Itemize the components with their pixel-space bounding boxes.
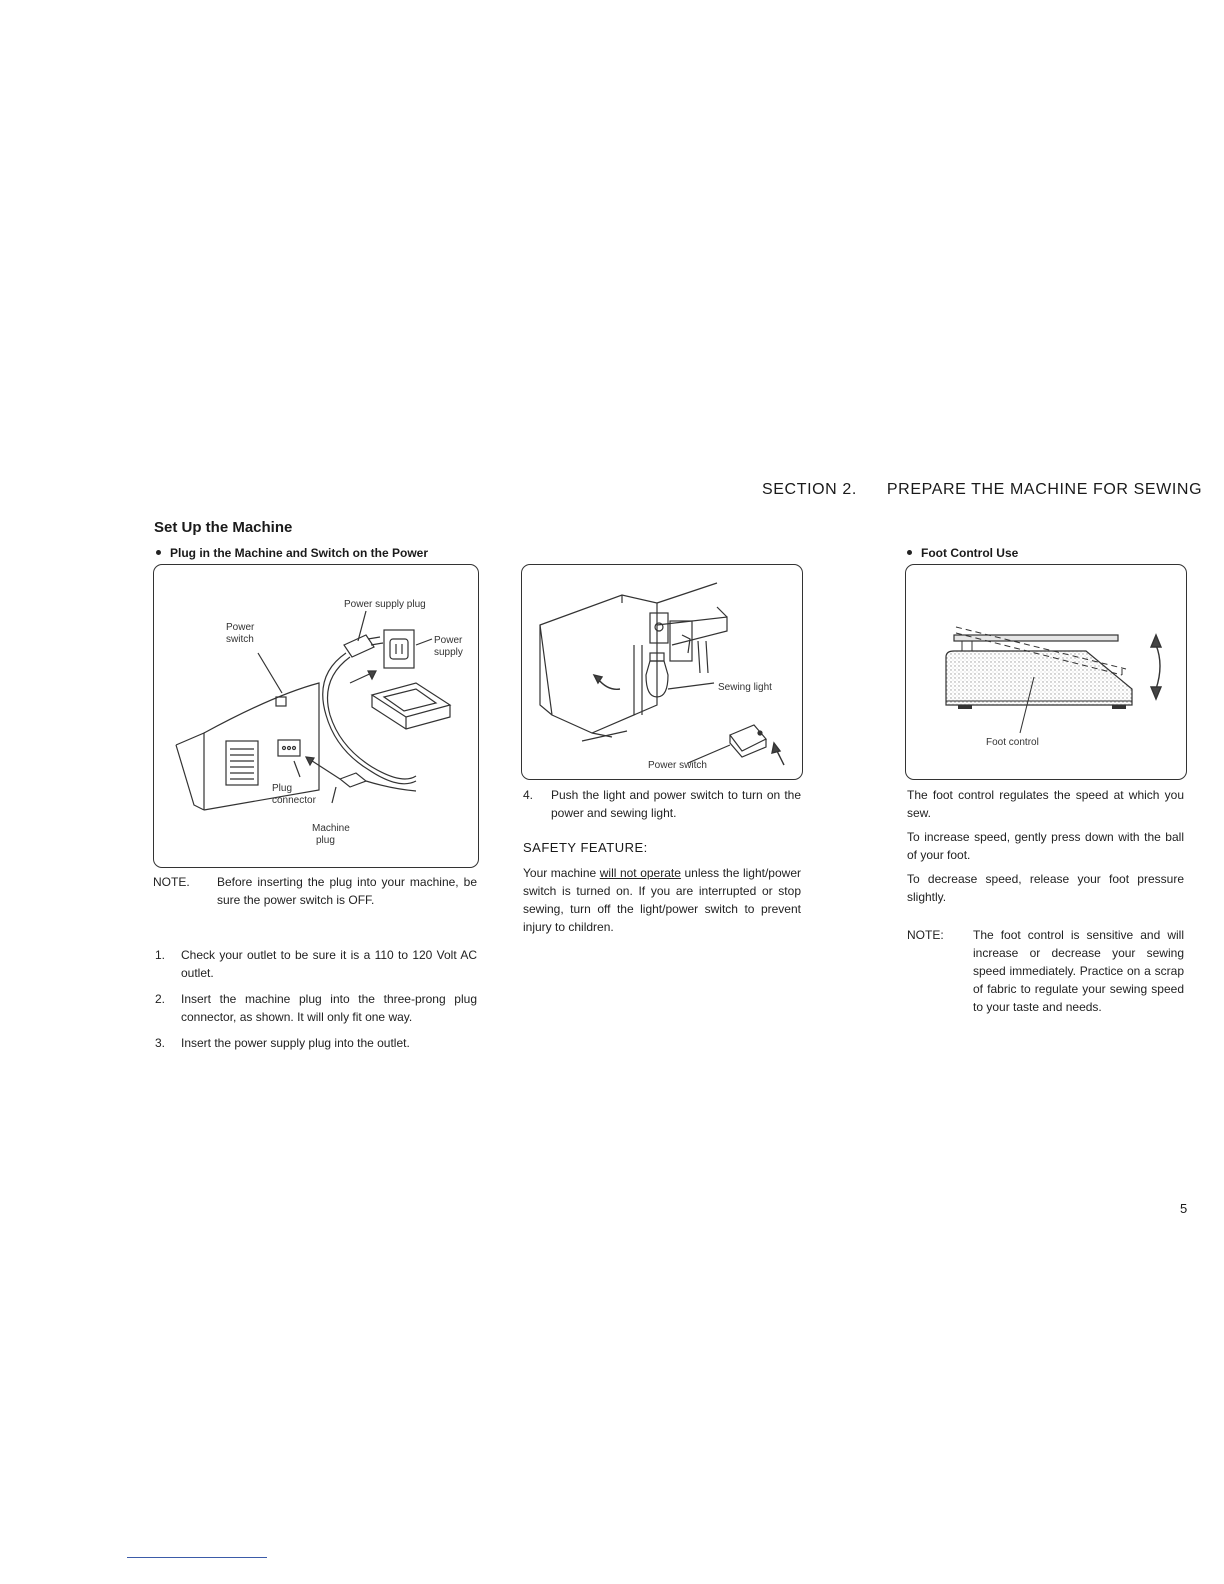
step-number: 2. <box>155 992 166 1006</box>
plug-in-figure <box>153 564 479 868</box>
label-foot-control: Foot control <box>986 737 1039 748</box>
list-item <box>155 990 477 1026</box>
list-item <box>155 946 477 982</box>
step-text: Check your outlet to be sure it is a 110 to 120 Volt AC outlet. <box>181 948 477 980</box>
foot-control-text <box>907 786 1184 906</box>
foot-control-subhead <box>907 546 1018 560</box>
plug-in-subhead <box>156 546 428 560</box>
page-number: 5 <box>1180 1201 1188 1216</box>
left-note <box>153 873 477 909</box>
step-4-text: Push the light and power switch to turn on the power and sewing light. <box>551 788 801 820</box>
label-plug-connector-1: Plug <box>272 783 293 794</box>
label-machine-plug-1: Machine <box>312 823 350 834</box>
step-text: Insert the machine plug into the three-prong plug connector, as shown. It will only fit one way. <box>181 992 477 1024</box>
label-power-supply-2: supply <box>434 647 463 658</box>
left-note-text: Before inserting the plug into your machine, be sure the power switch is OFF. <box>217 875 477 907</box>
foot-para-2: To increase speed, gently press down with the ball of your foot. <box>907 830 1184 862</box>
label-power-switch-2: switch <box>226 634 254 645</box>
safety-paragraph <box>523 864 801 936</box>
light-switch-figure <box>521 564 803 780</box>
bullet-icon <box>156 550 161 555</box>
label-plug-connector-2: connector <box>272 795 316 806</box>
foot-para-3: To decrease speed, release your foot pressure slightly. <box>907 872 1184 904</box>
step-4-number: 4. <box>523 788 534 802</box>
step-number: 1. <box>155 948 166 962</box>
plug-in-subhead-text: Plug in the Machine and Switch on the Power <box>170 546 429 560</box>
label-power-supply-1: Power <box>434 635 463 646</box>
plug-in-illustration <box>154 565 478 867</box>
steps-list <box>155 946 477 1052</box>
step-number: 3. <box>155 1036 166 1050</box>
safety-text-before: Your machine <box>523 866 600 880</box>
page-title: Set Up the Machine <box>154 519 293 536</box>
safety-text-underlined: will not operate <box>599 866 681 880</box>
label-machine-plug-2: plug <box>316 835 335 846</box>
section-number: SECTION 2. <box>762 481 857 498</box>
step-4 <box>523 786 801 822</box>
section-name: PREPARE THE MACHINE FOR SEWING <box>886 481 1203 498</box>
label-sewing-light: Sewing light <box>718 682 772 693</box>
step-text: Insert the power supply plug into the outlet. <box>181 1036 410 1050</box>
safety-heading: SAFETY FEATURE: <box>523 840 648 855</box>
foot-control-illustration <box>906 565 1186 779</box>
right-note-text: The foot control is sensitive and will increase or decrease your sewing speed immediately. Practice on a scrap of fabric to regulate your sewing speed to your taste and needs. <box>973 928 1184 1014</box>
label-power-supply-plug: Power supply plug <box>344 599 426 610</box>
right-note-label: NOTE: <box>907 928 944 942</box>
footer-rule <box>127 1557 267 1558</box>
right-note <box>907 926 1184 1016</box>
foot-para-1: The foot control regulates the speed at which you sew. <box>907 788 1184 820</box>
bullet-icon <box>907 550 912 555</box>
light-switch-illustration <box>522 565 802 779</box>
foot-control-subhead-text: Foot Control Use <box>921 546 1019 560</box>
left-note-label: NOTE. <box>153 875 190 889</box>
label-power-switch-1: Power <box>226 622 255 633</box>
list-item <box>155 1034 477 1052</box>
section-header <box>762 481 1202 499</box>
foot-control-figure <box>905 564 1187 780</box>
label-power-switch: Power switch <box>648 760 707 771</box>
safety-text-after: unless the light/power switch is turned on. If you are interrupted or stop sewing, turn off the light/power switch to prevent injury to children. <box>523 866 801 934</box>
